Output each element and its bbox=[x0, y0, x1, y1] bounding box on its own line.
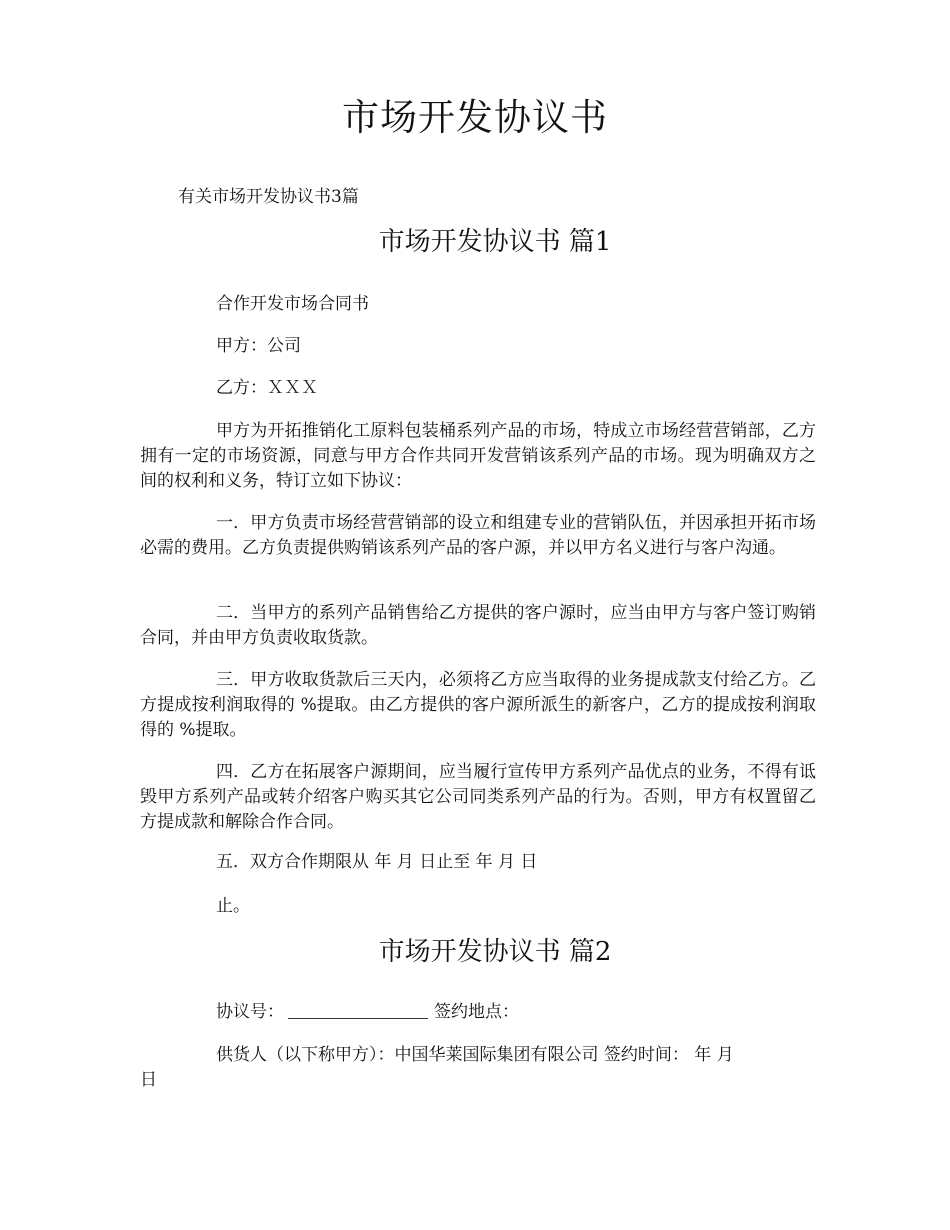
clause-2-paragraph: 二．当甲方的系列产品销售给乙方提供的客户源时，应当由甲方与客户签订购销合同，并由甲方负责收取货款。 bbox=[140, 603, 816, 648]
party-a-line: 甲方：公司 bbox=[216, 336, 301, 356]
clause-1-paragraph: 一．甲方负责市场经营营销部的设立和组建专业的营销队伍，并因承担开拓市场必需的费用。乙方负责提供购销该系列产品的客户源，并以甲方名义进行与客户沟通。 bbox=[140, 513, 816, 558]
section-2-heading: 市场开发协议书 篇2 bbox=[378, 937, 612, 967]
clause-3-paragraph: 三．甲方收取货款后三天内，必须将乙方应当取得的业务提成款支付给乙方。乙方提成按利润取得的 %提取。由乙方提供的客户源所派生的新客户，乙方的提成按利润取得的 %提取。 bbox=[140, 670, 816, 740]
agreement-number-blank bbox=[288, 1000, 428, 1019]
agreement-number-line bbox=[216, 1000, 519, 1025]
document-subtitle: 有关市场开发协议书3篇 bbox=[178, 187, 359, 207]
party-b-line: 乙方：ＸＸＸ bbox=[216, 378, 318, 398]
clause-5-line: 五．双方合作期限从 年 月 日止至 年 月 日 bbox=[216, 852, 538, 872]
signing-place-label: 签约地点： bbox=[434, 1002, 519, 1022]
clause-5-end-line: 止。 bbox=[216, 896, 250, 916]
document-title: 市场开发协议书 bbox=[342, 96, 608, 139]
contract-name: 合作开发市场合同书 bbox=[216, 294, 369, 314]
intro-paragraph: 甲方为开拓推销化工原料包装桶系列产品的市场，特成立市场经营营销部，乙方拥有一定的市场资源，同意与甲方合作共同开发营销该系列产品的市场。现为明确双方之间的权利和义务，特订立如下协议： bbox=[140, 421, 816, 491]
clause-4-paragraph: 四．乙方在拓展客户源期间，应当履行宣传甲方系列产品优点的业务，不得有诋毁甲方系列产品或转介绍客户购买其它公司同类系列产品的行为。否则，甲方有权置留乙方提成款和解除合作合同。 bbox=[140, 762, 816, 832]
supplier-line-end: 日 bbox=[140, 1070, 157, 1090]
supplier-line: 供货人（以下称甲方）：中国华莱国际集团有限公司 签约时间： 年 月 bbox=[216, 1045, 734, 1065]
agreement-number-label: 协议号： bbox=[216, 1002, 284, 1022]
section-1-heading: 市场开发协议书 篇1 bbox=[378, 227, 612, 257]
